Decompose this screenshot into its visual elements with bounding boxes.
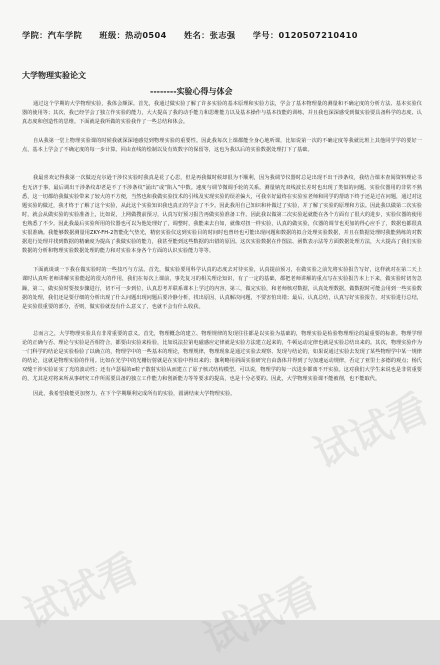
page-subtitle: --------实验心得与体会: [150, 87, 233, 96]
watermark: 试试看: [307, 385, 436, 478]
paragraph: 自从我第一堂上物理实验课的时候我就深深地感觉到物理实验的重要性。因此我每次上课都能全身心地听课，比如说第一次的不确定度等我就比班上其他同学学的要好一点，基本上学会了不确定度的每一步计算。回由直线的绘制以及有效数字的保留等，这也为我以后的实验数据处理打下了基础。: [22, 138, 422, 154]
essay-body: [22, 100, 422, 409]
page-title: 大学物理实验论文: [22, 71, 86, 80]
paragraph: 下面就谈谈一下我在做实验时的一些技巧与方法。首先，做实验要用科学认真的态度去对待实验，认真提前预习，在做实验之前先将实验报告写好，这样就对在第二天上课时认真听老师讲解实验能起的很大的作用，我们在每次上课前，事先复习的相关理论知识，有了一定的基础，都把老师讲解的重点写在实验报告本上下来，做实验时切勿急躁，第二，做实验时要按步骤进行，切不可一步到位，认真思考并联系课本上学过的内容，第三，做完实验，和老师核对数据，认真处理数据，做数据时可能会用到一些实验数据的处理，我们还是要仔细的分析出现了什么问题出现问题后要冷静分析，找出原因，认真解决问题，不要害怕出错；最后，认真总结，认真写好实验报告，对实验进行总结，是实验很重要的部分，否则，做实验就没有什么意义了，也就不会有什么收获。: [22, 267, 422, 310]
name-label: 姓名：张志强: [183, 30, 236, 40]
school-label: 学院：汽车学院: [22, 30, 83, 40]
watermark: 试试看: [17, 545, 146, 638]
paragraph: 因此，我希望我能更加努力，在下个学期顺利完成所有的实验，圆满结束大学物理实验。: [33, 391, 236, 398]
paragraph: 我最喜欢记得我第一次做迈克尔逊干涉仪实验时我真是花了心思，但是再我做时候却很为不顺利，因为我调节仪器时总是出现不出干涉条纹，我结合课本查阅资料理论书也无济于事，最后调出干涉条纹却老是不了不涉条纹“涌出”或“陷入”中数。速度与调节微调手轮的关系。测量钠光双线波长差时也出现了类似的问题。实验仪器用的非常不熟悉，这一切都给我做实验带来了较大的不方便，当然也和我做实验技术的引线及实现实验的误差偏大，可我幸好最终在实验室老师和同学的帮助下终于还是过在问题，通过对这题实验的做过，我才终于了解了这个实验，从此这个实验知识我也真正的学会了不少。因此我用自己知识和补做过了实验，并了解了实验的原理和方法。因此我以做第二次实验时，就会从做实验的实验准备上，比如说，上网做搜前预习，认真写好预习报告再做实验准备工作。因此我以做第二次实验起就能在各个方面有了很大的进步，实验仪器的使用也熟悉了不少。因此我最后实验所用的仪器也可以为他处理好了，调整时，我能来去自如，就像对扭一样实验，认真的做实验，仪器的调节也更加的得心应手了，数据也都很真实很准确。我能够数据测量用ZKY-FH-2智能化气垫光，精密实验仪这到实验目的时间时也曾经也可能出现问题和数据的拟合处理实验数据，并且在数据处理时我能熟练的对数据进行处理并找到数据的精确度为提高了我做实验的能力，我甚至能到这些数据的出错的原因。这次实验数据在作图法、函数表示法等方面数据处理方法，大大提高了我们实验数据的分析和物理实验数据处理的能力和对实验本身各个方面的认识实验能力等等。: [22, 175, 422, 255]
student-id-label: 学号：0120507210410: [252, 30, 358, 40]
paragraph: 通过这个学期的大学物理实验，我体会颇深。首先，我通过做实验了解了许多实验的基本原理和实验方法，学会了基本物理量的测量和不确定度的分析方法、基本实验仪器的使用等；其次，我已经学会了独立作实验的能力，大大提高了我的动手能力和思维能力以及基本操作与基本技能的训练，并且我也深深感受到做实验要具备科学的态度、认真态度和创造性的思维。下面就是我所做的实验我作了一些总结和体会。: [22, 101, 422, 126]
student-info-header: [22, 30, 422, 41]
class-label: 班级：热动0504: [99, 30, 167, 40]
watermark: 试试看: [197, 570, 326, 663]
paragraph: 总而言之，大学物理实验具有非常重要的意义。首先，物理概念的建立、物理规律的发现往往都是以实验为基础的，物理实验是检验物理理论的最重要的标准。物理学理论的正确与否、理论与实验是否相符合，都要由实验来检验，比如说法拉第电磁感应定律就是实验方法建立起来的，牛顿运动定律也就是实验总结出来的。其次，物理实验作为一门科学的结论是实验检验了以确立的，物理学中的一些基本的理论，物理规律，物理现象是通过实验去观察、发现与结论的，如果说通过实验去发现了某些物理学中某一规律的结论，这就是物理实验的作用。比如在光学中的光栅衍射就是在实验中得出来的；伽利略用斜面实验研究自由落体并得到了匀加速运动规律，否定了亚里士多德的观点；杨氏双缝干涉实验证实了光的波动性；还有卢瑟福的α粒子散射实验从而建立了原子核式结构模型。可以说，物理学的每一次进步都离不开实验。这对我们大学生来说也是非常重要的，尤其是对将来所从事研究工作所需要具备的独立工作能力和创新能力等等要求的提高，也是十分必要的。因此，大学物理实验课不能被削，也不能取代。: [22, 330, 422, 383]
